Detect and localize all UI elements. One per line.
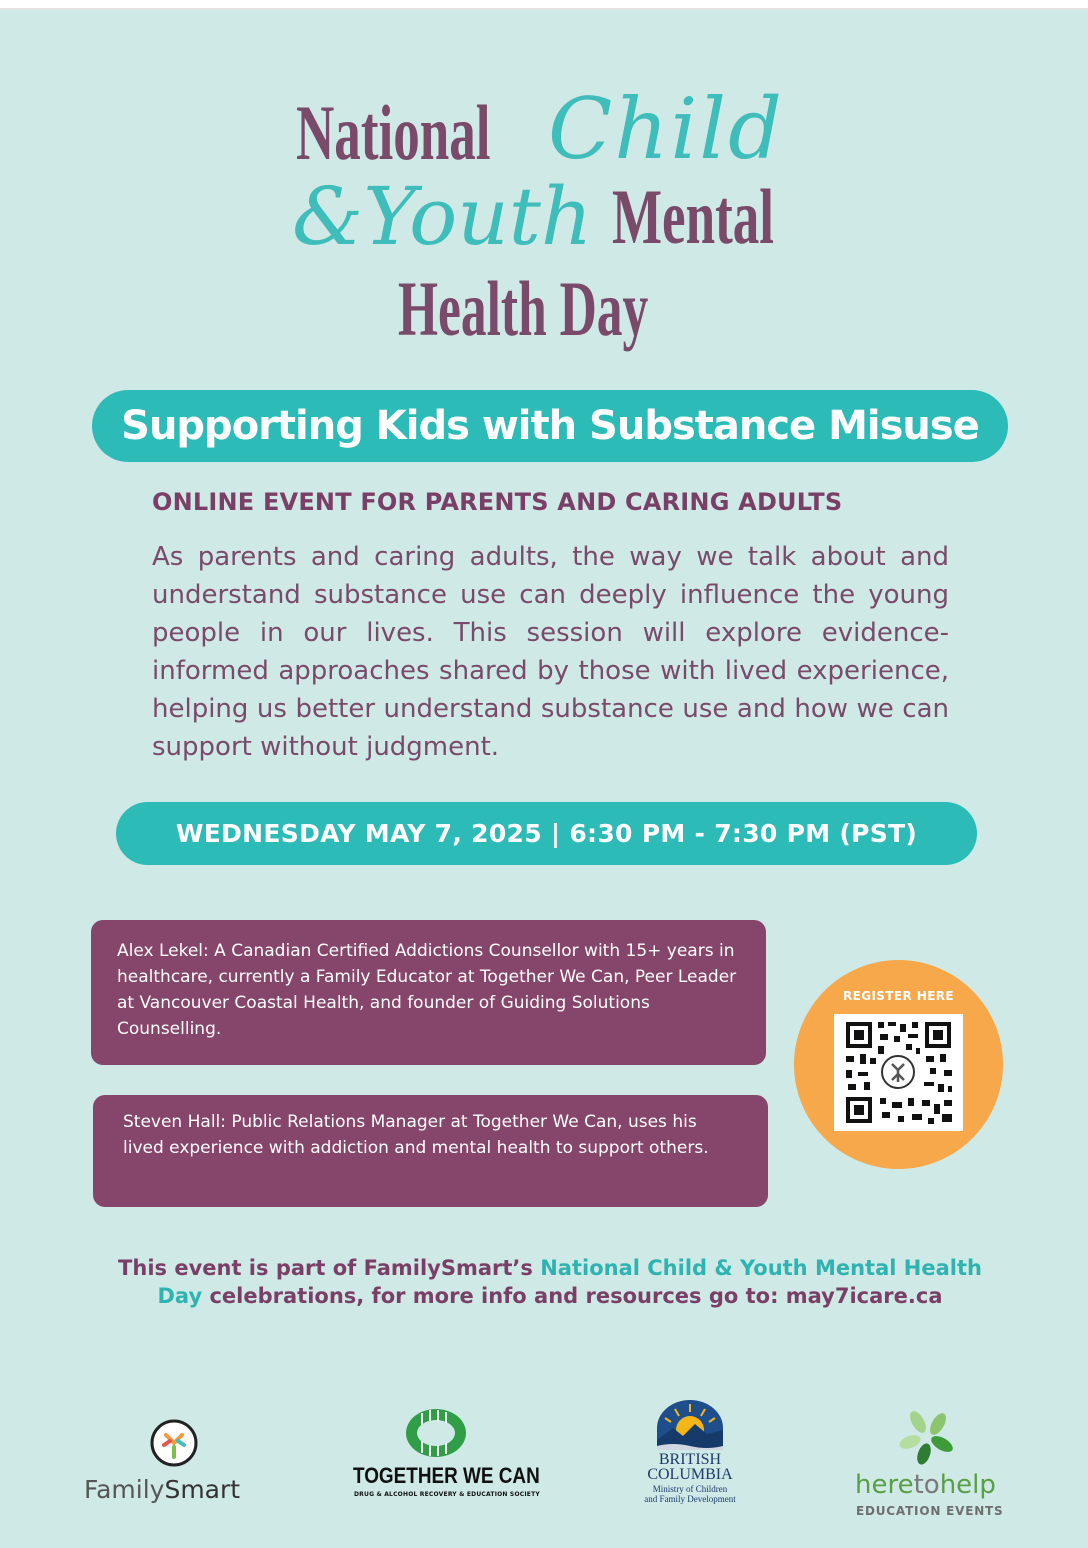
footer-message	[100, 1254, 1000, 1310]
heretohelp-tagline: EDUCATION EVENTS	[856, 1504, 1004, 1518]
footer-highlight: National Child & Youth Mental Health Day	[157, 1256, 982, 1308]
british-columbia-logo	[630, 1400, 750, 1510]
qr-code-icon[interactable]	[834, 1014, 963, 1131]
register-badge[interactable]	[794, 960, 1003, 1169]
footer-text-part2: celebrations, for more info and resources go to: may7icare.ca	[202, 1284, 943, 1308]
title-word-mental: Mental	[612, 173, 775, 260]
familysmart-mark-icon	[148, 1417, 200, 1469]
footer-text-part1: This event is part of FamilySmart’s	[118, 1256, 541, 1280]
bc-sunset-mountain-icon	[653, 1400, 727, 1450]
heretohelp-leaf-icon	[896, 1408, 956, 1468]
register-label[interactable]: REGISTER HERE	[842, 989, 955, 1003]
qr-code-graphic	[834, 1014, 963, 1131]
title-word-health-day: Health Day	[398, 265, 649, 352]
date-banner	[116, 802, 977, 865]
speaker-bio: Steven Hall: Public Relations Manager at Together We Can, uses his lived experience with addiction and mental health to support others.	[123, 1112, 709, 1158]
speaker-card-alex-lekel	[91, 920, 766, 1065]
together-we-can-logo	[350, 1405, 540, 1510]
title-word-youth: &Youth	[292, 170, 593, 263]
title-word-national: National	[296, 89, 491, 176]
heretohelp-logo	[852, 1408, 1012, 1516]
event-subheading: ONLINE EVENT FOR PARENTS AND CARING ADULTS	[152, 488, 843, 516]
heretohelp-wordmark: heretohelp	[855, 1470, 996, 1500]
event-description: As parents and caring adults, the way we talk about and understand substance use can deeply influence the young people in our lives. This session will explore evidence-informed approaches shared by those with lived experience, helping us better understand substance use and how we can support without judgment.	[152, 542, 949, 762]
bc-wordmark: BRITISH COLUMBIA	[647, 1451, 733, 1483]
event-flyer	[0, 8, 1088, 1548]
familysmart-logo	[84, 1415, 264, 1505]
topic-title: Supporting Kids with Substance Misuse	[121, 403, 979, 449]
together-we-can-mark-icon	[404, 1405, 468, 1457]
topic-banner	[92, 390, 1008, 462]
speaker-card-steven-hall	[93, 1095, 768, 1207]
together-we-can-wordmark: TOGETHER WE CAN	[353, 1463, 540, 1488]
title-word-child: Child	[548, 80, 784, 178]
together-we-can-tagline: DRUG & ALCOHOL RECOVERY & EDUCATION SOCIETY	[354, 1491, 540, 1498]
speaker-bio: Alex Lekel: A Canadian Certified Addictions Counsellor with 15+ years in healthcare, currently a Family Educator at Together We Can, Peer Leader at Vancouver Coastal Health, and founder of Guiding Solutions Counselling.	[117, 941, 737, 1039]
bc-ministry-name: Ministry of Children and Family Development	[644, 1484, 736, 1504]
event-date-time: WEDNESDAY MAY 7, 2025 | 6:30 PM - 7:30 PM (PST)	[175, 819, 918, 848]
familysmart-wordmark: FamilySmart	[84, 1475, 241, 1504]
